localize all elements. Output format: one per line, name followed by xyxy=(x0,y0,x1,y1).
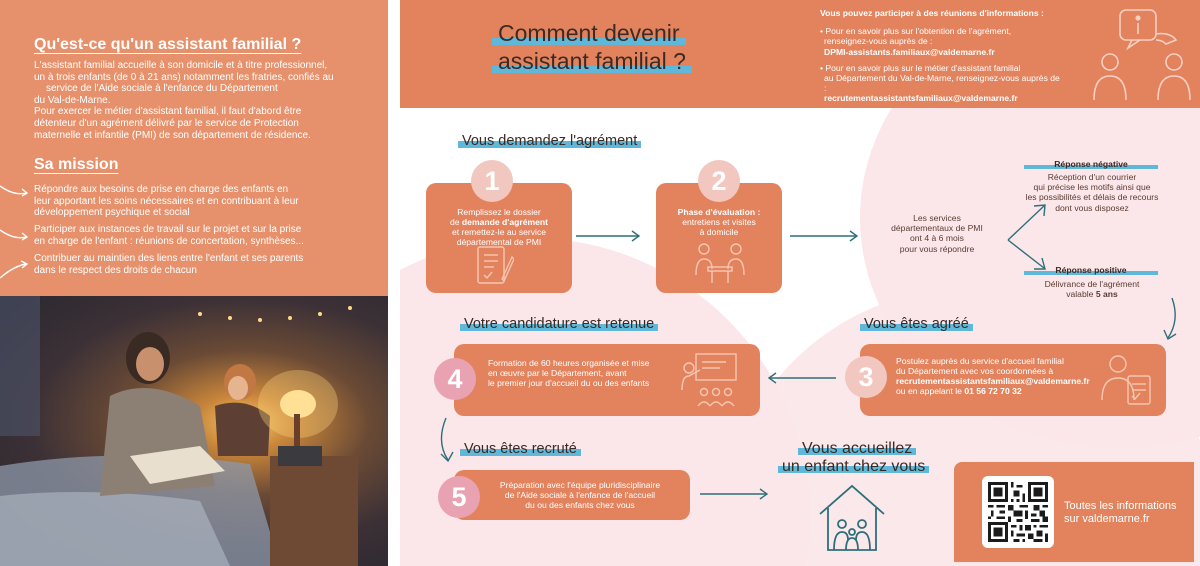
training-board-icon xyxy=(680,350,740,410)
step-card-2: Phase d'évaluation : entretiens et visites à domicile xyxy=(656,183,782,293)
step-card-1: Remplissez le dossier de demande d'agrément et remettez-le au service départemental de PMI xyxy=(426,183,572,293)
arrow-down-icon xyxy=(1158,296,1182,344)
mission-title: Sa mission xyxy=(34,156,119,173)
arrow-right-icon xyxy=(700,488,770,500)
qr-code-icon xyxy=(988,482,1048,542)
info-email-pmi[interactable]: DPMI-assistants.familiaux@valdemarne.fr xyxy=(824,46,995,57)
info-email-recruitment[interactable]: recrutementassistantsfamiliaux@valdemarne.fr xyxy=(824,93,1018,104)
pmi-delay-text: Les services départementaux de PMI ont 4 à 6 mois pour vous répondre xyxy=(891,213,983,254)
website-link[interactable]: sur valdemarne.fr xyxy=(1064,513,1150,525)
section-title-agree: Vous êtes agréé xyxy=(860,316,973,333)
section-title-accueil-line1: Vous accueillez xyxy=(798,440,916,457)
arrow-icon xyxy=(0,226,30,244)
qr-info-text: Toutes les informations sur valdemarne.fr xyxy=(1064,500,1177,525)
negative-response-text: Réception d'un courrier qui précise les motifs ainsi que les possibilités et délais de recours dont vous disposez xyxy=(1025,172,1159,213)
photo-illustration xyxy=(0,296,388,566)
step-number-3: 3 xyxy=(845,356,887,398)
arrow-icon xyxy=(0,260,30,282)
step-card-3: Postulez auprès du service d'accueil familial du Département avec vos coordonnées à recrutementassistantsfamiliaux@valdemarne.fr ou en appelant le 01 56 72 70 32 xyxy=(860,344,1166,416)
arrow-down-icon xyxy=(436,416,460,466)
info-meeting-icon xyxy=(1088,4,1198,104)
positive-response-title: Réponse positive xyxy=(1024,265,1158,275)
arrow-left-icon xyxy=(766,372,836,384)
step-number-4: 4 xyxy=(434,358,476,400)
mission-item: Participer aux instances de travail sur le projet et sur la prise en charge de l'enfant : réunions de concertation, synthèses... xyxy=(34,224,304,247)
section-title-accueil-line2: un enfant chez vous xyxy=(778,458,929,475)
positive-response-text: Délivrance de l'agrément valable 5 ans xyxy=(1044,279,1140,300)
applicant-form-icon xyxy=(1096,352,1156,410)
page-title-line1: Comment devenir xyxy=(492,20,686,47)
info-meetings: Vous pouvez participer à des réunions d'informations : • Pour en savoir plus sur l'obtention de l'agrément, renseignez-vous auprès de : DPMI-assistants.familiaux@valdemarne.fr • Pour en savoir plus sur le métier d'assistant familial au Département du Val-de-Marne, renseignez-vous auprès de : recrutementassistantsfamiliaux@valdemarne.fr xyxy=(820,8,1060,104)
intro-text: L'assistant familial accueille à son domicile et à titre professionnel, un à trois enfants (de 0 à 21 ans) notamment les fratries, confiés au service de l'Aide sociale à l'enfance du Département du Val-de-Marne. Pour exercer le métier d'assistant familial, il faut d'abord être détenteur d'un agrément délivré par le service de Protection maternelle et infantile (PMI) de son département de résidence. xyxy=(34,60,334,141)
mission-item: Répondre aux besoins de prise en charge des enfants en leur apportant les soins nécessaires et en contribuant à leur développement psychique et social xyxy=(34,184,299,219)
form-document-icon xyxy=(474,243,514,287)
mission-item: Contribuer au maintien des liens entre l'enfant et ses parents dans le respect des droits de chacun xyxy=(34,253,304,276)
left-panel xyxy=(0,0,388,566)
header-band xyxy=(400,0,1200,108)
step-number-2: 2 xyxy=(698,160,740,202)
section-title-agrement: Vous demandez l'agrément xyxy=(458,133,641,150)
family-house-icon xyxy=(816,480,888,556)
step-card-4: Formation de 60 heures organisée et mise en œuvre par le Département, avant le premier jour d'accueil du ou des enfants xyxy=(454,344,760,416)
photo-mother-daughter-reading xyxy=(0,296,388,566)
step-number-1: 1 xyxy=(471,160,513,202)
step3-phone[interactable]: 01 56 72 70 32 xyxy=(964,386,1022,396)
negative-response-title: Réponse négative xyxy=(1024,159,1158,169)
interview-icon xyxy=(690,239,750,287)
qr-code[interactable] xyxy=(982,476,1054,548)
what-is-title: Qu'est-ce qu'un assistant familial ? xyxy=(34,36,302,53)
section-title-recrute: Vous êtes recruté xyxy=(460,441,581,458)
page-title-line2: assistant familial ? xyxy=(492,48,692,75)
arrow-right-icon xyxy=(790,230,860,242)
qr-info-card xyxy=(954,462,1194,562)
arrow-icon xyxy=(0,182,30,200)
step3-email[interactable]: recrutementassistantsfamiliaux@valdemarne.fr xyxy=(896,376,1090,386)
section-title-candidature: Votre candidature est retenue xyxy=(460,316,658,333)
info-heading: Vous pouvez participer à des réunions d'informations : xyxy=(820,8,1044,18)
step-card-5: Préparation avec l'équipe pluridisciplinaire de l'Aide sociale à l'enfance de l'accueil du ou des enfants chez vous xyxy=(454,470,690,520)
arrow-right-icon xyxy=(576,230,642,242)
step-number-5: 5 xyxy=(438,476,480,518)
